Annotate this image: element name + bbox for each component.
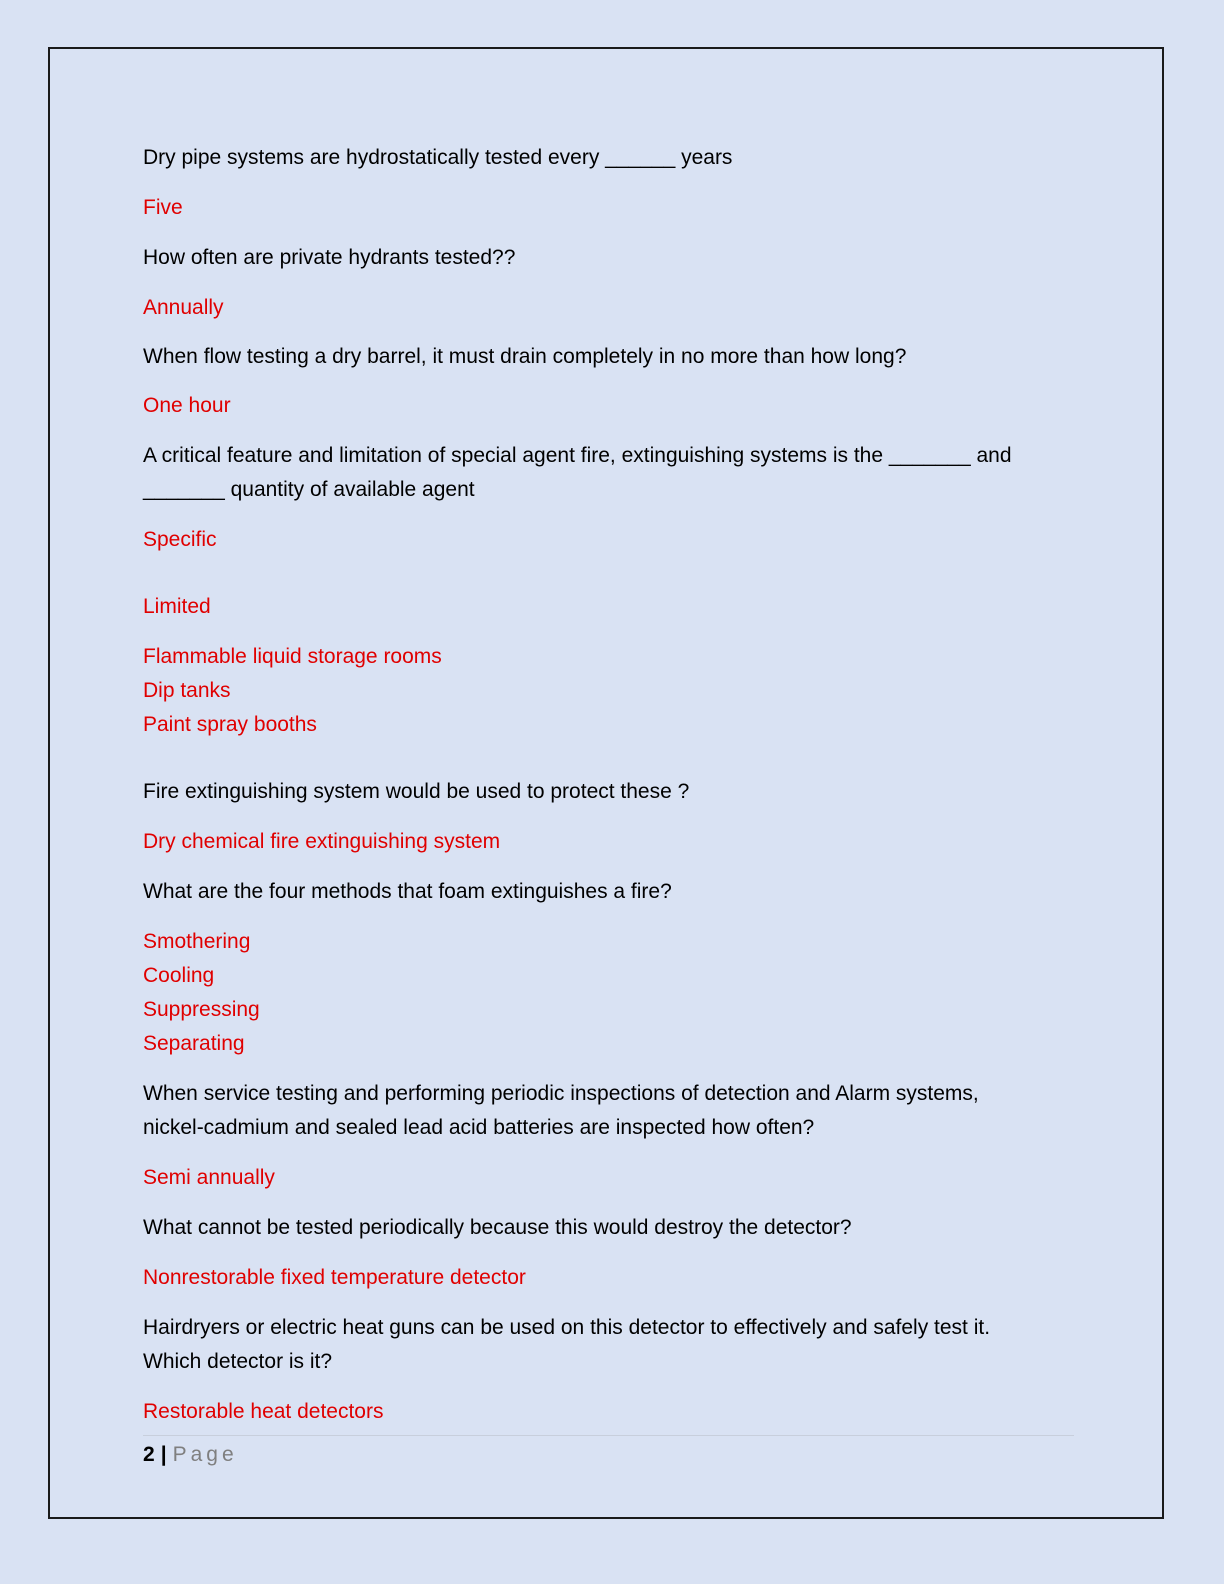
footer-divider [143,1435,1074,1436]
page-label: Page [172,1443,238,1466]
page-number: 2 [143,1443,155,1466]
page-footer [143,1438,238,1472]
answer-line: Limited [143,595,211,618]
answer-line: Five [143,196,183,219]
answer-line: One hour [143,394,231,417]
answer-line: Nonrestorable fixed temperature detector [143,1266,526,1289]
answer-line: Paint spray booths [143,713,317,736]
answer-line: Specific [143,528,217,551]
answer-line: Separating [143,1032,245,1055]
answer-line: Suppressing [143,998,260,1021]
question-line: What are the four methods that foam extinguishes a fire? [143,880,672,903]
answer-line: Smothering [143,930,251,953]
question-line: Dry pipe systems are hydrostatically tested every ______ years [143,146,733,169]
answer-line: Semi annually [143,1166,275,1189]
question-line: A critical feature and limitation of special agent fire, extinguishing systems is the _______ and [143,444,1012,467]
question-line: Which detector is it? [143,1350,333,1373]
answer-line: Dip tanks [143,679,231,702]
question-line: How often are private hydrants tested?? [143,246,516,269]
question-line: nickel-cadmium and sealed lead acid batteries are inspected how often? [143,1116,815,1139]
footer-separator: | [160,1443,167,1466]
answer-line: Flammable liquid storage rooms [143,645,442,668]
answer-line: Annually [143,296,224,319]
answer-line: Dry chemical fire extinguishing system [143,830,501,853]
question-line: _______ quantity of available agent [143,478,475,501]
question-line: Fire extinguishing system would be used to protect these ? [143,780,690,803]
question-line: Hairdryers or electric heat guns can be used on this detector to effectively and safely test it. [143,1316,991,1339]
answer-line: Restorable heat detectors [143,1400,384,1423]
answer-line: Cooling [143,964,215,987]
question-line: What cannot be tested periodically because this would destroy the detector? [143,1216,852,1239]
document-body [143,141,1043,1429]
question-line: When flow testing a dry barrel, it must drain completely in no more than how long? [143,345,907,368]
question-line: When service testing and performing periodic inspections of detection and Alarm systems, [143,1082,979,1105]
